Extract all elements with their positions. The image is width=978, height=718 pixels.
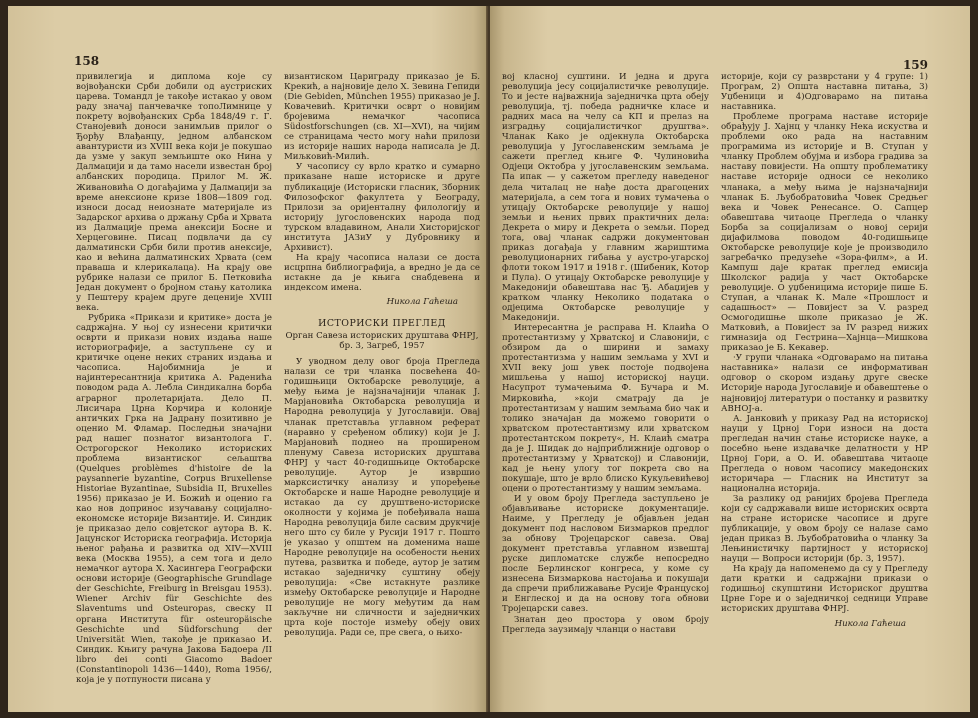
right-col2-paragraph: ·У групи чланака «Одговарамо на питања наставника» налази се информативан одговор о скором издању друге свеске Историје народа Југославије и обавештење о најновијој литератури о постанку и развитку АВНОЈ-а.: [721, 353, 928, 414]
left-column-2: [284, 72, 480, 712]
left-col1-paragraph: Рубрика «Прикази и критике» доста је садржајна. У њој су изнесени критички осврти и прикази нових издања наше историографије, а заступљене су и критичке оцене неких страних издања и часописа. Најобимнија је и најинтересантнија критика А. Раденића поводом рада А. Лебла Синдикална борба аграрног пролетаријата. Дело П. Лисичара Црна Корчира и колоније античких Грка на Јадрану позитивно је оценио М. Фламар. Последњи значајни рад нашег познатог византолога Г. Острогорског Неколико историских проблема византиског сељаштва (Quelques problèmes d'histoire de la paysannerie byzantine, Corpus Bruxellense Historiae Byzantinae, Subsidia II, Bruxelles 1956) приказао је И. Божић и оценио га као нов допринос изучавању социјално-економске историје Византије. И. Синдик је приказао дело совјетског аутора В. К. Јацунског Историска географија. Историја њеног рађања и развитка од XIV—XVIII века (Москва 1955), а сем тога и дело немачког аутора Х. Хасингера Географски основи историје (Geographische Grundlage der Geschichte, Freiburg in Breisgau 1953). Wiener Archiv für Geschichte des Slaventums und Osteuropas, свеску II органа Института für osteuropäische Geschichte und Südforschung der Universität Wien, такође је приказао И. Синдик. Књигу рачуна Јакова Бадоера /II libro dei conti Giacomo Badoer (Constantinopoli 1436—1440), Roma 1956/, која је у потпуности писана у: [76, 313, 272, 685]
right-column-1: [502, 72, 709, 712]
left-col2-paragraph: На крају часописа налази се доста исцрпна библиографија, а вредно је да се истакне да је књига снабдевена и индексом имена.: [284, 252, 480, 293]
right-column-2: [721, 72, 928, 712]
right-page-columns: [502, 72, 928, 712]
right-page-number: 159: [902, 58, 928, 72]
left-column-1: [76, 72, 272, 712]
left-col2-paragraph: У уводном делу овог броја Прегледа налази се три чланка посвећена 40-годишњици Октобарске револуције, а међу њима је најзначајнији чланак Ј. Марјановића Октобарска револуција и Народна револуција у Југославији. Овај чланак претставља углавном реферат (наравно у сређеном облику) који је Ј. Марјановић поднео на проширеном пленуму Савеза историских друштава ФНРЈ у част 40-годишњице Октобарске револуције. Аутор је извршио марксистичку анализу и упоређење Октобарске и наше Народне револуције и истакао да су друштвено-историске околности у којима је побеђивала наша Народна револуција биле сасвим друкчије него што су биле у Русији 1917 г. Поштo je указао у општем на доменима наше Народне револуције на особености њених путева, развитка и победе, аутор је затим истакао заједничку суштину обеју револуција: «Све истакнуте разлике између Октобарске револуције и Народне револуције не могу међутим да нам закључне ни сличности и заједничких црта које постоје између обеју ових револуција. Ради се, пре свега, о њихо-: [284, 357, 480, 639]
left-page-columns: [76, 72, 480, 712]
left-col2-paragraph: У часопису су врло кратко и сумарно приказане наше историске и друге публикације (Историски гласник, Зборник Филозофског факултета у Београду, Прилози за оријенталну филологију и историју југословенских народа под турском владавином, Анали Хисторијског института ЈАЗиУ у Дубровнику и Архивист).: [284, 162, 480, 253]
right-col1-paragraph: вој класној суштини. И једна и друга револуција јесу социјалистичке револуције. То и јесте најважнија заједничка црта обеју револуција, тј. победа радничке класе и радних маса на челу са КП и прелаз на изградњу социјалистичког друштва». Чланак Како је одјекнула Октобарска револуција у Југославенским земљама је сажети преглед књиге Ф. Чулиновића Одјеци Октобра у југославенским земљама. Па ипак — у сажетом прегледу наведеног дела читалац не нађе доста драгоцених материјала, а сем тога и нових тумачења о утицају Октобарске револуције у нашој земљи и њених првих практичних дела: Декрета о миру и Декрета о земљи. Поред тога, овај чланак садржи документован приказ догађаја у главним жариштима револуционарних гибања у аустро-угарској флоти током 1917 и 1918 г. (Шибеник, Котор и Пула). О утицају Октобарске револуције у Македонији обавештава нас Ђ. Абаџијев у кратком чланку Неколико података о одјецима Октобарске револуције у Македонији.: [502, 72, 709, 324]
section-subheading: Орган Савеза историских друштава ФНРЈ, бр. 3, Загреб, 1957: [285, 331, 479, 352]
right-col2-paragraph: За разлику од ранијих бројева Прегледа који су садржавали више историских осврта на стране историске часописе и друге публикације, у овом броју се налазе само један приказ В. Љубобратовића о чланку За Лењинистичку партијност у историској науци — Вопроси историји (бр. 3, 1957).: [721, 493, 928, 565]
right-col2-paragraph: А. Јанковић у приказу Рад на историској науци у Црној Гори износи на доста прегледан начин стање историске науке, а посебно њене издавачке делатности у НР Црној Гори, а О. И. обавештава читаоце Прегледа о новом часопису македонских историчара — Гласник на Институт за национална историја.: [721, 413, 928, 494]
review-signature: Никола Гаћеша: [834, 618, 906, 629]
right-col2-paragraph: На крају да напоменемо да су у Прегледу дати кратки и садржајни прикази о годишњој скупштини Историског друштва Црне Горе и о заједничкој седници Управе историских друштава ФНРЈ.: [721, 564, 928, 615]
left-page-number: 158: [74, 54, 100, 68]
right-col1-paragraph: Знатан део простора у овом броју Прегледа заузимају чланци о настави: [502, 614, 709, 635]
right-page: [490, 6, 970, 712]
left-col1-paragraph: привилегија и диплома које су војвођански Срби добили од аустриских царева. Томандл је такође истакао у овом раду значај панчевачке топоЛимнице у покрету војвођанских Срба 1848/49 г. Г. Станојевић доноси занимљив прилог о Ђорђу Влађанцу, једном албанском авантуристи из XVIII века који је покушао да узме у закуп земљиште око Нина у Далмацији и да тамо насели известан број албанских породица. Прилог М. Ж. Живановића О догађајима у Далмацији за време анексионе кризе 1808—1809 год. износи досад неиознате материјале из Задарског архива о држању Срба и Хрвата из Далмације према анексији Босне и Херцеговине. Писац подвлачи да су далматински Срби били против анексије, као и већина далматинских Хрвата (сем праваша и клерикалаца). На крају ове рубрике налази се прилог Б. Петковића Један документ о бројном стању католика у Пештеру крајем друге деценије XVIII века.: [76, 72, 272, 314]
right-col2-paragraph: Проблеме програма наставе историје обрађују Ј. Хајнц у чланку Нека искуства и проблеми око рада на наставним програмима из историје и В. Ступан у чланку Проблем обујма и избора градива за наставу повијести. На општу проблематику наставе историје односи се неколико чланака, а међу њима је најзначајнији чланак Б. Љубобратовића Човек Средњег века и Човек Ренесансе. О. Сапцер обавештава читаоце Прегледа о чланку Борба за социјализам о новој серији дијафилмова поводом 40-годишњице Октобарске револуције које је производило загребачко предузеће «Зора-филм», а И. Кампуш даје кратак преглед емисија Школског радија у част Октобарске револуције. О уџбеницима историје пише Б. Ступан, а чланак К. Мале «Прошлост и садашњост» — Повијест за V. разред Осмогодишње школе приказао је Ж. Матковић, а Повијест за IV разред нижих гимназија од Гестрина—Хајнца—Мишкова приказао је Б. Кекавер.: [721, 112, 928, 354]
section-heading: ИСТОРИСКИ ПРЕГЛЕД: [318, 318, 446, 330]
right-col1-paragraph: И у овом броју Прегледа заступљено је објављивање историске документације. Наиме, у Прегледу је објављен један документ под насловом Бизмарков предлог за обнову Тројецарског савеза. Овај документ претставља углавном извештај руске дипломатске службе непосредно после Берлинског конгреса, у коме су изнесена Бизмаркова настојања и покушаји да спречи приближавање Русије Француској и Енглеској и да на основу тога обнови Тројецарски савез.: [502, 493, 709, 615]
left-page: [8, 6, 488, 712]
review-signature: Никола Гаћеша: [386, 297, 458, 308]
right-col2-paragraph: историје, који су разврстани у 4 групе: 1) Програм, 2) Општа наставна питања, 3) Уџбеници и 4)Одговарамо на питања наставника.: [721, 72, 928, 113]
left-col2-paragraph: византиском Цариграду приказао је Б. Крекић, а најновије дело Х. Зевина Гепиди (Die Gebiden, München 1955) приказао је Ј. Ковачевић. Критички осврт о новијим бројевима немачког часописа Südostforschungen (св. XI—XVI), на чијим се страницама често могу наћи прилози из историје наших народа написала је Д. Миљковић-Милић.: [284, 72, 480, 163]
right-col1-paragraph: Интересантна је расправа Н. Клаића О протестантизму у Хрватској и Славонији, с обзиром да о ширини и замаху протестантизма у нашим земљама у XVI и XVII веку још увек постоје подвојена мишљења у нашој историској науци. Насупрот тумачењима Ф. Бучара и М. Мирковића, »који сматрају да је протестантизам у нашим земљама био чак и толико значајан да можемо говорити о хрватском протестантизму или хрватском протестантском покрету«, Н. Клаић сматра да је Ј. Шидак до најприближније одговор о протестантизму у Хрватској) и Славонији, кад је њену улогу тог покрета сво на покушаје, што је врло блиско Кукуљевићевој оцени о протестантизму у нашим земљама.: [502, 323, 709, 494]
